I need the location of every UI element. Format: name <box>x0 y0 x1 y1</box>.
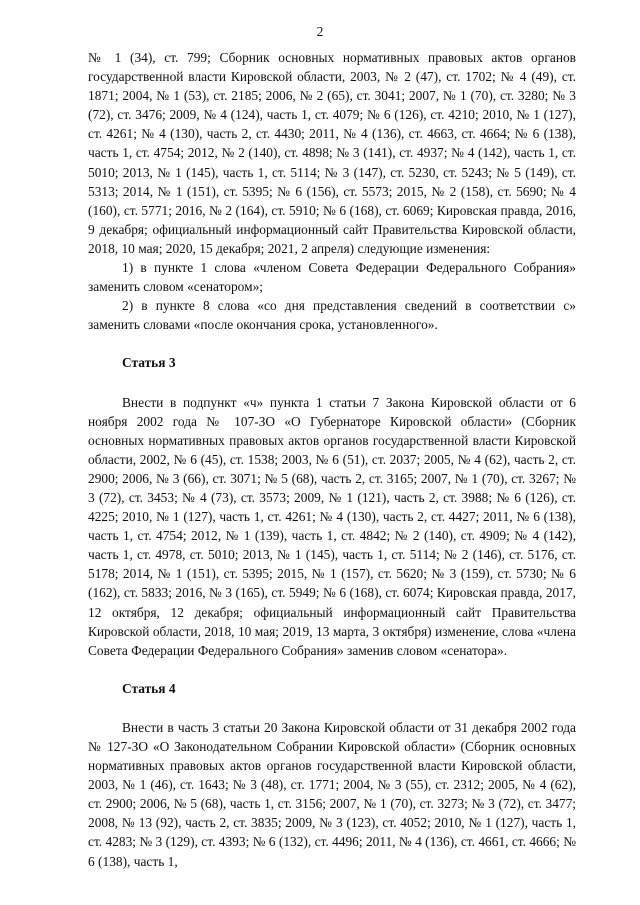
amendment-item-1: 1) в пункте 1 слова «членом Совета Федерации Федерального Собрания» заменить словом «сенатором»; <box>88 260 576 295</box>
article-4-heading: Статья 4 <box>122 680 176 696</box>
article-4-paragraph: Внести в часть 3 статьи 20 Закона Кировской области от 31 декабря 2002 года № 127-ЗО «О Законодательном Собрании Кировской области» (Сборник основных нормативных правовых актов органов государственной власти Кировской области, 2003, № 1 (46), ст. 1643; № 3 (48), ст. 1771; 2004, № 3 (55), ст. 2312; 2005, № 4 (62), ст. 2900; 2006, № 5 (68), часть 1, ст. 3156; 2007, № 1 (70), ст. 3273; № 3 (72), ст. 3477; 2008, № 13 (92), часть 2, ст. 3835; 2009, № 3 (123), ст. 4052; 2010, № 1 (127), часть 1, ст. 4283; № 3 (129), ст. 4393; № 6 (132), ст. 4496; 2011, № 4 (136), ст. 4661, ст. 4666; № 6 (138), часть 1, <box>88 719 576 869</box>
article-3-paragraph: Внести в подпункт «ч» пункта 1 статьи 7 Закона Кировской области от 6 ноября 2002 года № 107-ЗО «О Губернаторе Кировской области» (Сборник основных нормативных правовых актов органов государственной власти Кировской области, 2002, № 6 (45), ст. 1538; 2003, № 6 (51), ст. 2037; 2005, № 4 (62), часть 2, ст. 2900; 2006, № 3 (66), ст. 3071; № 5 (68), часть 2, ст. 3165; 2007, № 1 (70), ст. 3267; № 3 (72), ст. 3453; № 4 (73), ст. 3573; 2009, № 1 (121), часть 2, ст. 3988; № 6 (126), ст. 4225; 2010, № 1 (127), часть 1, ст. 4261; № 4 (130), часть 2, ст. 4427; 2011, № 6 (138), часть 1, ст. 4754; 2012, № 1 (139), часть 1, ст. 4842; № 2 (140), ст. 4909; № 4 (142), часть 1, ст. 4978, ст. 5010; 2013, № 1 (145), часть 1, ст. 5114; № 2 (146), ст. 5176, ст. 5178; 2014, № 1 (151), ст. 5395; 2015, № 1 (157), ст. 5620; № 3 (159), ст. 5730; № 6 (162), ст. 5833; 2016, № 3 (165), ст. 5949; № 6 (168), ст. 6074; Кировская правда, 2017, 12 октября, 12 декабря; официальный информационный сайт Правительства Кировской области, 2018, 10 мая; 2019, 13 марта, 3 октября) изменение, слова «члена Совета Федерации Федерального Собрания» заменив словом «сенатора». <box>88 394 576 658</box>
page-number: 2 <box>316 24 324 39</box>
document-body <box>88 48 576 871</box>
article-3-heading: Статья 3 <box>122 355 176 371</box>
intro-paragraph: № 1 (34), ст. 799; Сборник основных нормативных правовых актов органов государственной власти Кировской области, 2003, № 2 (47), ст. 1702; № 4 (49), ст. 1871; 2004, № 1 (53), ст. 2185; 2006, № 2 (65), ст. 3041; 2007, № 1 (70), ст. 3280; № 3 (72), ст. 3476; 2009, № 4 (124), часть 1, ст. 4079; № 6 (126), ст. 4210; 2010, № 1 (127), ст. 4261; № 4 (130), часть 2, ст. 4430; 2011, № 4 (136), ст. 4663, ст. 4664; № 6 (138), часть 1, ст. 4754; 2012, № 2 (140), ст. 4898; № 3 (141), ст. 4937; № 4 (142), часть 1, ст. 5010; 2013, № 1 (145), часть 1, ст. 5114; № 3 (147), ст. 5230, ст. 5243; № 5 (149), ст. 5313; 2014, № 1 (151), ст. 5395; № 6 (156), ст. 5573; 2015, № 2 (158), ст. 5690; № 4 (160), ст. 5771; 2016, № 2 (164), ст. 5910; № 6 (168), ст. 6069; Кировская правда, 2016, 9 декабря; официальный информационный сайт Правительства Кировской области, 2018, 10 мая; 2020, 15 декабря; 2021, 2 апреля) следующие изменения: <box>88 50 576 256</box>
amendment-item-2: 2) в пункте 8 слова «со дня представления сведений в соответствии с» заменить словами «после окончания срока, установленного». <box>88 298 576 333</box>
